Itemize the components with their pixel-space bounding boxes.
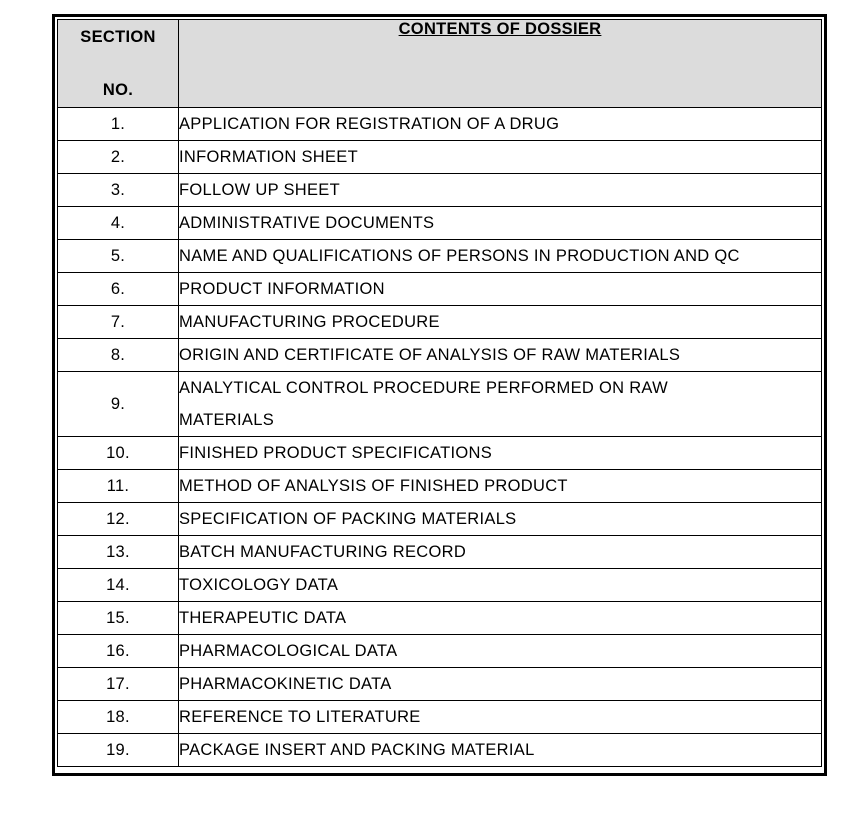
row-content: MANUFACTURING PROCEDURE xyxy=(179,306,822,339)
table-row xyxy=(58,306,822,339)
table-header-row xyxy=(58,20,822,108)
row-number: 15. xyxy=(58,602,179,635)
row-number: 14. xyxy=(58,569,179,602)
table-row xyxy=(58,668,822,701)
section-label: SECTION xyxy=(80,28,156,46)
table-row xyxy=(58,437,822,470)
row-number: 19. xyxy=(58,734,179,767)
table-row xyxy=(58,273,822,306)
table-row xyxy=(58,207,822,240)
row-content-line: ANALYTICAL CONTROL PROCEDURE PERFORMED ON RAW xyxy=(179,379,668,397)
row-content: FOLLOW UP SHEET xyxy=(179,174,822,207)
row-number: 17. xyxy=(58,668,179,701)
row-number: 3. xyxy=(58,174,179,207)
row-content: PHARMACOLOGICAL DATA xyxy=(179,635,822,668)
row-number: 16. xyxy=(58,635,179,668)
table-row xyxy=(58,734,822,767)
row-content: NAME AND QUALIFICATIONS OF PERSONS IN PRODUCTION AND QC xyxy=(179,240,822,273)
row-number: 4. xyxy=(58,207,179,240)
row-content: TOXICOLOGY DATA xyxy=(179,569,822,602)
table-row xyxy=(58,635,822,668)
dossier-table-frame xyxy=(52,14,827,776)
table-row xyxy=(58,240,822,273)
row-number: 11. xyxy=(58,470,179,503)
table-row xyxy=(58,569,822,602)
row-content: PACKAGE INSERT AND PACKING MATERIAL xyxy=(179,734,822,767)
row-content-line: MATERIALS xyxy=(179,411,274,429)
row-content: ADMINISTRATIVE DOCUMENTS xyxy=(179,207,822,240)
table-row xyxy=(58,602,822,635)
row-number: 1. xyxy=(58,108,179,141)
row-number: 12. xyxy=(58,503,179,536)
row-content: ORIGIN AND CERTIFICATE OF ANALYSIS OF RAW MATERIALS xyxy=(179,339,822,372)
row-content xyxy=(179,372,822,437)
row-content: APPLICATION FOR REGISTRATION OF A DRUG xyxy=(179,108,822,141)
table-row xyxy=(58,701,822,734)
table-row xyxy=(58,141,822,174)
table-row xyxy=(58,174,822,207)
row-number: 6. xyxy=(58,273,179,306)
row-content: INFORMATION SHEET xyxy=(179,141,822,174)
section-number-header xyxy=(58,20,179,108)
row-content: BATCH MANUFACTURING RECORD xyxy=(179,536,822,569)
number-label: NO. xyxy=(102,81,134,99)
row-content: PHARMACOKINETIC DATA xyxy=(179,668,822,701)
table-row xyxy=(58,108,822,141)
contents-header: CONTENTS OF DOSSIER xyxy=(179,20,822,108)
row-content: FINISHED PRODUCT SPECIFICATIONS xyxy=(179,437,822,470)
row-number: 9. xyxy=(58,372,179,437)
row-number: 8. xyxy=(58,339,179,372)
table-row xyxy=(58,536,822,569)
row-number: 7. xyxy=(58,306,179,339)
row-content: METHOD OF ANALYSIS OF FINISHED PRODUCT xyxy=(179,470,822,503)
row-number: 18. xyxy=(58,701,179,734)
row-number: 2. xyxy=(58,141,179,174)
dossier-table xyxy=(57,19,822,767)
row-content: THERAPEUTIC DATA xyxy=(179,602,822,635)
table-row xyxy=(58,470,822,503)
row-number: 13. xyxy=(58,536,179,569)
row-content: PRODUCT INFORMATION xyxy=(179,273,822,306)
row-content: SPECIFICATION OF PACKING MATERIALS xyxy=(179,503,822,536)
row-content: REFERENCE TO LITERATURE xyxy=(179,701,822,734)
table-row xyxy=(58,503,822,536)
table-row xyxy=(58,372,822,437)
row-number: 10. xyxy=(58,437,179,470)
row-number: 5. xyxy=(58,240,179,273)
table-row xyxy=(58,339,822,372)
